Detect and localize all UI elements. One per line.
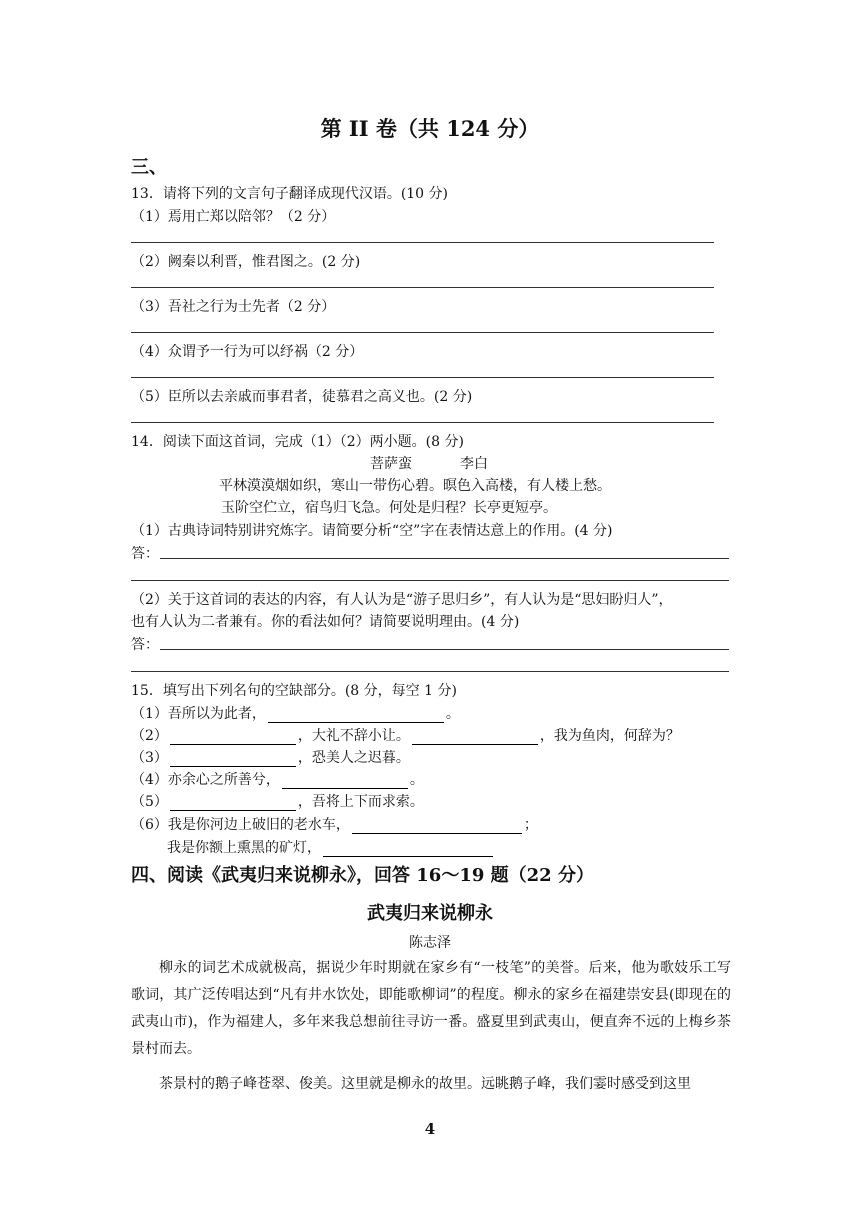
answer-line[interactable] (131, 377, 714, 378)
article-title: 武夷归来说柳永 (367, 903, 493, 924)
fill-text: ； (523, 817, 538, 833)
article-author: 陈志泽 (409, 935, 451, 951)
blank[interactable] (268, 707, 444, 723)
fill-text: （1）吾所以为此者， (131, 706, 266, 722)
q13-item-5: （5）臣所以去亲戚而事君者，徒慕君之高义也。(2 分) (131, 389, 473, 405)
volume-title: 第 II 卷（共 124 分） (320, 116, 540, 141)
q13-item-4: （4）众谓予一行为可以纾祸（2 分） (131, 344, 364, 360)
fill-text: 我是你额上熏黑的矿灯， (167, 840, 321, 856)
blank[interactable] (170, 795, 296, 811)
blank[interactable] (170, 751, 296, 767)
section-3-heading: 三、 (131, 157, 167, 178)
answer-line[interactable] (160, 649, 729, 650)
q15-prompt: 15．填写出下列名句的空缺部分。(8 分，每空 1 分) (131, 683, 457, 699)
q14-sub-2-line-2: 也有人认为二者兼有。你的看法如何？请简要说明理由。(4 分) (131, 614, 520, 630)
fill-text: 。 (445, 706, 460, 722)
poem-title: 菩萨蛮 (370, 456, 412, 472)
fill-line-1 (131, 703, 460, 723)
answer-line[interactable] (131, 287, 714, 288)
section-4-heading: 四、阅读《武夷归来说柳永》，回答 16～19 题（22 分） (131, 865, 594, 886)
article-paragraph-2: 茶景村的鹅子峰苍翠、俊美。这里就是柳永的故里。远眺鹅子峰，我们霎时感受到这里 (159, 1076, 691, 1092)
answer-line[interactable] (131, 422, 714, 423)
answer-line[interactable] (131, 332, 714, 333)
poem-line-2: 玉阶空伫立，宿鸟归飞急。何处是归程？长亭更短亭。 (221, 500, 557, 516)
poem-author: 李白 (460, 456, 488, 472)
fill-text: （6）我是你河边上破旧的老水车， (131, 817, 350, 833)
fill-text: （5） (131, 794, 168, 810)
fill-text: （2） (131, 728, 168, 744)
answer-line[interactable] (160, 558, 729, 559)
q13-item-1: （1）焉用亡郑以陪邻？（2 分） (131, 209, 336, 225)
fill-text: ，恐美人之迟暮。 (297, 750, 410, 766)
q13-item-2: （2）阙秦以利晋，惟君图之。(2 分) (131, 254, 361, 270)
q13-prompt: 13．请将下列的文言句子翻译成现代汉语。(10 分) (131, 186, 449, 202)
q13-item-3: （3）吾社之行为士先者（2 分） (131, 299, 336, 315)
fill-line-2 (131, 725, 680, 745)
article-paragraph-1: 柳永的词艺术成就极高，据说少年时期就在家乡有“一枝笔”的美誉。后来，他为歌妓乐工写歌词，其广泛传唱达到“凡有井水饮处，即能歌柳词”的程度。柳永的家乡在福建崇安县(即现在的武夷山市)，作为福建人，多年来我总想前往寻访一番。盛夏里到武夷山，便直奔不远的上梅乡茶景村而去。 (131, 960, 731, 1057)
page-number: 4 (424, 1120, 436, 1138)
blank[interactable] (282, 773, 408, 789)
poem-line-1: 平林漠漠烟如织，寒山一带伤心碧。暝色入高楼，有人楼上愁。 (219, 478, 611, 494)
fill-text: ，吾将上下而求索。 (297, 794, 424, 810)
fill-line-7 (167, 837, 495, 857)
answer-line[interactable] (131, 580, 729, 581)
fill-line-3 (131, 747, 410, 767)
blank[interactable] (323, 841, 493, 857)
fill-text: ，我为鱼肉，何辞为？ (539, 728, 680, 744)
answer-label: 答： (131, 637, 159, 653)
fill-line-5 (131, 791, 424, 811)
q14-sub-2-line-1: （2）关于这首词的表达的内容，有人认为是“游子思归乡”，有人认为是“思妇盼归人”， (131, 592, 673, 608)
fill-line-6 (131, 814, 538, 834)
fill-text: （3） (131, 750, 168, 766)
q14-sub-1: （1）古典诗词特别讲究炼字。请简要分析“空”字在表情达意上的作用。(4 分) (131, 523, 613, 539)
fill-text: ，大礼不辞小让。 (297, 728, 410, 744)
fill-text: （4）亦余心之所善兮， (131, 772, 280, 788)
q14-prompt: 14．阅读下面这首词，完成（1）（2）两小题。(8 分) (131, 434, 464, 450)
answer-label: 答： (131, 546, 159, 562)
fill-text: 。 (409, 772, 424, 788)
blank[interactable] (170, 729, 296, 745)
answer-line[interactable] (131, 242, 714, 243)
blank[interactable] (352, 818, 522, 834)
fill-line-4 (131, 769, 424, 789)
blank[interactable] (412, 729, 538, 745)
answer-line[interactable] (131, 671, 729, 672)
